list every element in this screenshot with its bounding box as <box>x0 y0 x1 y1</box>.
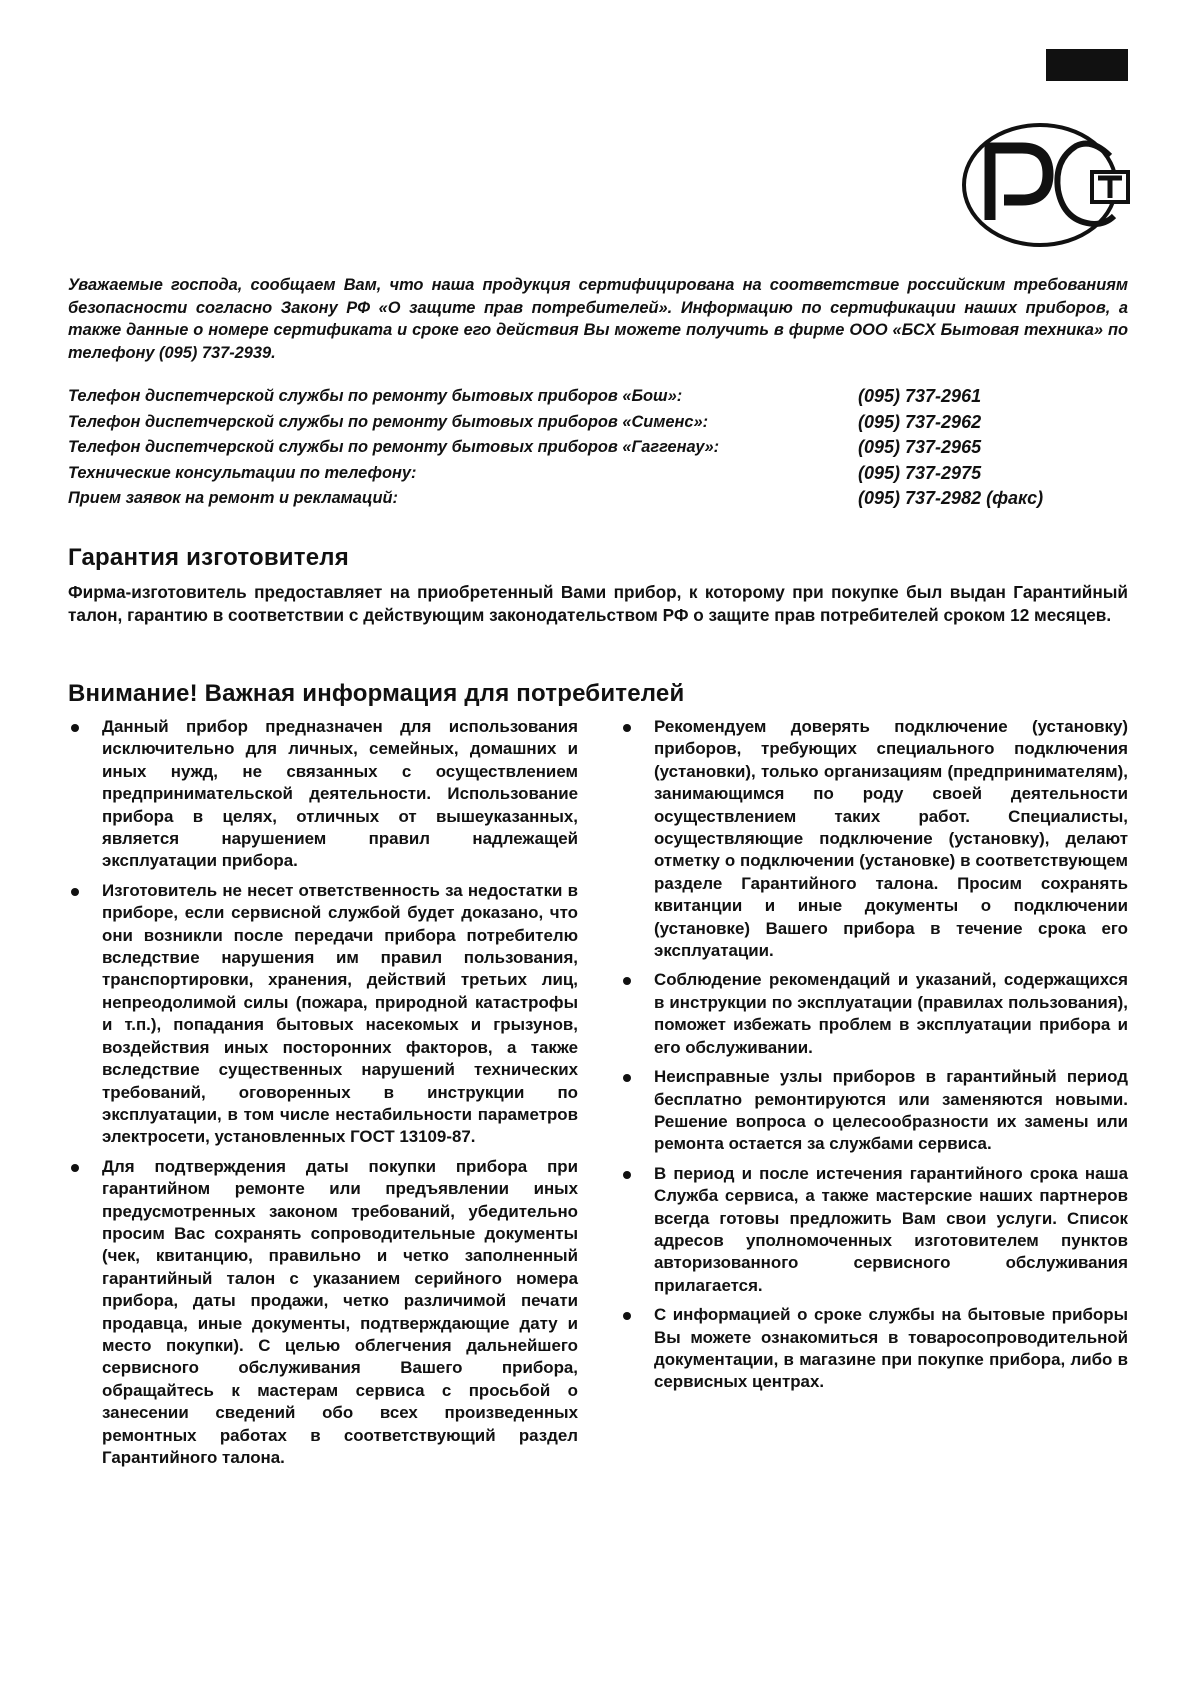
phone-row <box>68 384 1138 410</box>
bullet-icon <box>623 1074 631 1082</box>
phone-row <box>68 461 1138 487</box>
list-item <box>68 716 578 873</box>
phone-number: (095) 737-2961 <box>858 386 982 407</box>
phone-label: Телефон диспетчерской службы по ремонту бытовых приборов «Бош»: <box>68 387 683 406</box>
bullet-icon <box>623 977 631 985</box>
list-item-text: Изготовитель не несет ответственность за недостатки в приборе, если сервисной службой будет доказано, что они возникли после передачи прибора потребителю вследствие нарушения им правил пользования, транспортировки, хранения, действий третьих лиц, непреодолимой силы (пожара, природной катастрофы и т.п.), попадания бытовых насекомых и грызунов, воздействия иных посторонних факторов, а также вследствие существенных нарушений технических требований, оговоренных в инструкции по эксплуатации, в том числе нестабильности параметров электросети, установленных ГОСТ 13109-87. <box>102 880 578 1147</box>
list-item-text: Рекомендуем доверять подключение (установку) приборов, требующих специального подключения (установки), только организациям (предпринимателям), занимающимся по роду своей деятельности осуществлением таких работ. Специалисты, осуществляющие подключение (установку), делают отметку о подключении (установке) в соответствующем разделе Гарантийного талона. Просим сохранять квитанции и иные документы о подключении (установке) Вашего прибора в течение срока его эксплуатации. <box>654 717 1128 961</box>
info-column-right <box>620 716 1128 1401</box>
list-item-text: Данный прибор предназначен для использования исключительно для личных, семейных, домашних и иных нужд, не связанных с осуществлением предпринимательской деятельности. Использование прибора в целях, отличных от вышеуказанных, является нарушением правил надлежащей эксплуатации прибора. <box>102 717 578 871</box>
list-item <box>620 1163 1128 1297</box>
info-column-left <box>68 716 578 1476</box>
bullet-icon <box>71 724 79 732</box>
list-item <box>620 1304 1128 1394</box>
bullet-icon <box>623 1171 631 1179</box>
list-item <box>68 1156 578 1470</box>
list-item-text: В период и после истечения гарантийного срока наша Служба сервиса, а также мастерские наших партнеров всегда готовы предложить Вам свои услуги. Список адресов уполномоченных изготовителем пунктов авторизованного сервисного обслуживания прилагается. <box>654 1163 1128 1295</box>
attention-heading: Внимание! Важная информация для потребителей <box>68 680 685 707</box>
bullet-icon <box>71 888 79 896</box>
list-item-text: Соблюдение рекомендаций и указаний, содержащихся в инструкции по эксплуатации (правилах пользования), поможет избежать проблем в эксплуатации прибора и его обслуживании. <box>654 970 1128 1057</box>
phone-row <box>68 410 1138 436</box>
phone-row <box>68 486 1138 512</box>
pct-certification-mark-icon <box>960 120 1130 250</box>
warranty-term: 12 месяцев. <box>1010 605 1112 625</box>
phone-label: Телефон диспетчерской службы по ремонту бытовых приборов «Гаггенау»: <box>68 438 720 457</box>
phone-number: (095) 737-2965 <box>858 437 982 458</box>
phone-label: Прием заявок на ремонт и рекламаций: <box>68 489 398 508</box>
bullet-icon <box>623 724 631 732</box>
list-item <box>620 716 1128 962</box>
phone-label: Телефон диспетчерской службы по ремонту бытовых приборов «Сименс»: <box>68 412 709 431</box>
list-item <box>620 1066 1128 1156</box>
warranty-text <box>68 581 1128 627</box>
list-item-text: Неисправные узлы приборов в гарантийный период бесплатно ремонтируются или заменяются новыми. Решение вопроса о целесообразности их замены или ремонта остается за службами сервиса. <box>654 1067 1128 1154</box>
list-item-text: С информацией о сроке службы на бытовые приборы Вы можете ознакомиться в товаросопроводительной документации, в магазине при покупке прибора, либо в сервисных центрах. <box>654 1305 1128 1392</box>
black-page-tab <box>1046 49 1128 81</box>
phone-number: (095) 737-2962 <box>858 411 982 432</box>
list-item <box>68 880 578 1149</box>
warranty-body: Фирма-изготовитель предоставляет на приобретенный Вами прибор, к которому при покупке был выдан Гарантийный талон, гарантию в соответствии с действующим законодательством РФ о защите прав потребителей сроком <box>68 582 1128 625</box>
phone-number: (095) 737-2982 (факс) <box>858 488 1044 509</box>
list-item-text: Для подтверждения даты покупки прибора при гарантийном ремонте или предъявлении иных предусмотренных законом требований, убедительно просим Вас сохранять сопроводительные документы (чек, квитанцию, правильно и четко заполненный гарантийный талон с указанием серийного номера прибора, даты продажи, четко различимой печати продавца, иные документы, подтверждающие дату и место покупки). С целью облегчения дальнейшего сервисного обслуживания Вашего прибора, обращайтесь к мастерам сервиса с просьбой о занесении сведений обо всех произведенных ремонтных работах в соответствующий раздел Гарантийного талона. <box>102 1156 578 1467</box>
list-item <box>620 969 1128 1059</box>
warranty-heading: Гарантия изготовителя <box>68 544 349 571</box>
certification-intro: Уважаемые господа, сообщаем Вам, что наша продукция сертифицирована на соответствие российским требованиям безопасности согласно Закону РФ «О защите прав потребителей». Информацию по сертификации наших приборов, а также данные о номере сертификата и сроке его действия Вы можете получить в фирме ООО «БСХ Бытовая техника» по телефону (095) 737-2939. <box>68 276 1128 362</box>
bullet-icon <box>71 1164 79 1172</box>
bullet-icon <box>623 1312 631 1320</box>
phone-number: (095) 737-2975 <box>858 462 982 483</box>
phone-list <box>68 384 1138 512</box>
phone-row <box>68 435 1138 461</box>
phone-label: Технические консультации по телефону: <box>68 463 417 482</box>
